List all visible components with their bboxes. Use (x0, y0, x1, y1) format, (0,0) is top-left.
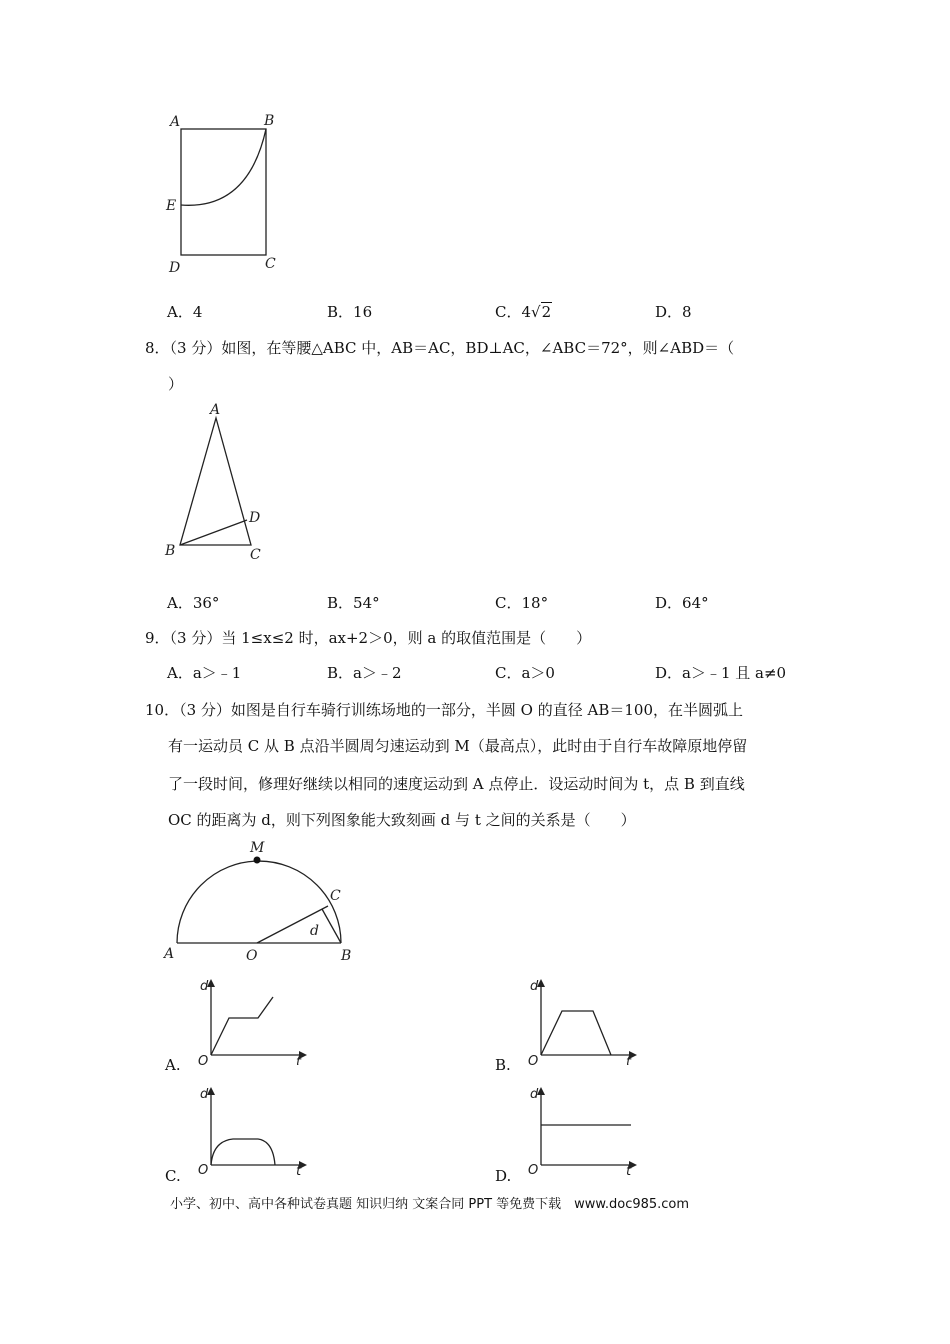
axis-label-t: t (626, 1055, 632, 1065)
q7-option-c-text: C．4 (495, 303, 532, 321)
q7-label-b: B (264, 113, 275, 129)
q7-option-a: A．4 (167, 303, 203, 321)
axis-label-o: O (198, 1054, 209, 1065)
graph-a-curve (211, 997, 273, 1055)
q9-option-b: B．a＞﹣2 (327, 664, 402, 682)
q8-option-b: B．54° (327, 594, 380, 612)
q10-graph-b (525, 975, 645, 1065)
q10-label-d: d (310, 923, 319, 939)
q9-option-a: A．a＞﹣1 (167, 664, 242, 682)
q7-arc (181, 129, 266, 205)
q8-label-b: B (165, 543, 176, 559)
q9-option-d: D．a＞﹣1 且 a≠0 (655, 664, 787, 682)
q7-option-c (495, 302, 552, 322)
q8-option-a: A．36° (167, 594, 220, 612)
axis-label-t: t (296, 1164, 302, 1175)
q10-stem-line4: OC 的距离为 d，则下列图象能大致刻画 d 与 t 之间的关系是（ ） (168, 811, 636, 829)
q10-option-c-label: C. (165, 1167, 181, 1185)
q7-option-d: D．8 (655, 303, 692, 321)
q8-figure (160, 400, 280, 565)
q10-perpendicular-d (322, 909, 341, 943)
axis-label-o: O (528, 1054, 539, 1065)
q10-stem-line3: 了一段时间，修理好继续以相同的速度运动到 A 点停止．设运动时间为 t，点 B 到直线 (168, 775, 745, 793)
q8-stem-line2: ） (168, 375, 184, 393)
q10-graph-c (195, 1083, 315, 1175)
q8-segment-bd (180, 520, 247, 545)
q10-option-b-label: B. (495, 1056, 511, 1074)
q7-label-c: C (265, 256, 276, 272)
q8-option-c: C．18° (495, 594, 549, 612)
q8-label-c: C (250, 547, 261, 563)
q10-label-c: C (330, 888, 341, 904)
q7-label-d: D (169, 260, 181, 276)
q8-option-d: D．64° (655, 594, 709, 612)
axis-label-d: d (530, 1087, 539, 1102)
axis-label-d: d (530, 979, 539, 994)
q7-option-b: B．16 (327, 303, 373, 321)
axis-label-o: O (198, 1163, 209, 1175)
q7-figure (160, 108, 290, 278)
axis-label-d: d (200, 1087, 209, 1102)
q8-label-a: A (210, 402, 221, 418)
q10-option-a-label: A. (165, 1056, 181, 1074)
q8-label-d: D (249, 510, 261, 526)
q10-semicircle-figure (160, 838, 360, 968)
q10-stem-line1: 10．（3 分）如图是自行车骑行训练场地的一部分，半圆 O 的直径 AB＝100，在半圆弧上 (145, 701, 743, 719)
axis-label-t: t (626, 1164, 632, 1175)
graph-b-curve (541, 1011, 611, 1055)
q9-stem: 9．（3 分）当 1≤x≤2 时，ax+2＞0，则 a 的取值范围是（ ） (145, 629, 592, 647)
axis-label-d: d (200, 979, 209, 994)
q10-label-a: A (164, 946, 175, 962)
q7-rectangle (181, 129, 266, 255)
q9-option-c: C．a＞0 (495, 664, 555, 682)
axis-label-o: O (528, 1163, 539, 1175)
graph-c-curve (211, 1139, 275, 1165)
q7-option-c-radicand: 2 (541, 303, 552, 321)
q10-graph-d (525, 1083, 645, 1175)
q10-option-d-label: D. (495, 1167, 512, 1185)
q10-label-m: M (250, 840, 265, 856)
q7-label-a: A (170, 114, 181, 130)
q10-point-m (254, 857, 261, 864)
q7-label-e: E (166, 198, 177, 214)
sqrt-symbol: √2 (531, 303, 552, 321)
q8-triangle (180, 418, 251, 545)
q8-stem-line1: 8．（3 分）如图，在等腰△ABC 中，AB＝AC，BD⊥AC，∠ABC＝72°，则∠ABD＝（ (145, 339, 735, 357)
q10-graph-a (195, 975, 315, 1065)
q10-label-b: B (341, 948, 352, 964)
page-footer: 小学、初中、高中各种试卷真题 知识归纳 文案合同 PPT 等免费下载 www.doc985.com (170, 1197, 690, 1212)
q10-stem-line2: 有一运动员 C 从 B 点沿半圆周匀速运动到 M（最高点），此时由于自行车故障原地停留 (168, 737, 748, 755)
q10-label-o: O (246, 948, 258, 964)
axis-label-t: t (296, 1055, 302, 1065)
